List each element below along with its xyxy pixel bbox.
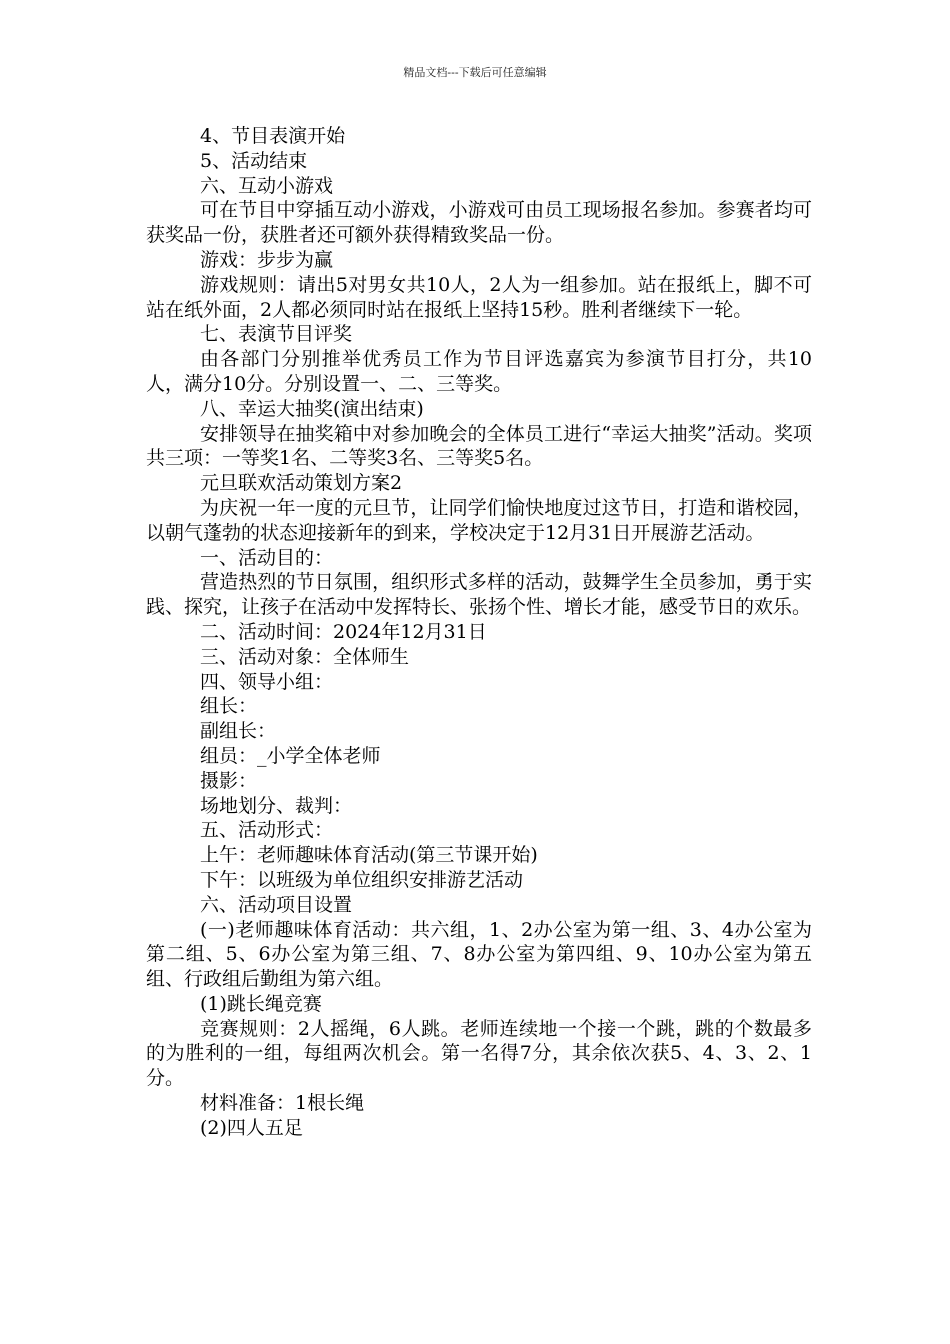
paragraph: (1)跳长绳竞赛 [200, 992, 322, 1015]
paragraph: (2)四人五足 [200, 1116, 303, 1139]
paragraph: 六、活动项目设置 [200, 893, 353, 916]
paragraph: 元旦联欢活动策划方案2 [200, 472, 403, 495]
paragraph: 营造热烈的节日氛围，组织形式多样的活动，鼓舞学生全员参加，勇于实践、探究，让孩子在活动中发挥特长、张扬个性、增长才能，感受节日的欢乐。 [146, 571, 812, 619]
paragraph: 可在节目中穿插互动小游戏，小游戏可由员工现场报名参加。参赛者均可获奖品一份，获胜者还可额外获得精致奖品一份。 [146, 199, 812, 247]
paragraph: 5、活动结束 [200, 149, 308, 172]
paragraph: 由各部门分别推举优秀员工作为节目评选嘉宾为参演节目打分，共10人，满分10分。分别设置一、二、三等奖。 [146, 348, 812, 395]
paragraph: 二、活动时间：2024年12月31日 [200, 620, 487, 643]
paragraph: 4、节目表演开始 [200, 125, 346, 147]
paragraph: 组员：_小学全体老师 [200, 744, 381, 767]
paragraph: 五、活动形式： [200, 819, 334, 842]
paragraph: 游戏规则：请出5对男女共10人，2人为一组参加。站在报纸上，脚不可站在纸外面，2人都必须同时站在报纸上坚持15秒。胜利者继续下一轮。 [146, 273, 812, 321]
paragraph: 三、活动对象：全体师生 [200, 645, 410, 668]
page-header: 精品文档---下载后可任意编辑 [403, 66, 547, 79]
paragraph: 竞赛规则：2人摇绳，6人跳。老师连续地一个接一个跳，跳的个数最多的为胜利的一组，每组两次机会。第一名得7分，其余依次获5、4、3、2、1分。 [146, 1017, 812, 1090]
paragraph: 上午：老师趣味体育活动(第三节课开始) [200, 844, 538, 867]
paragraph: 安排领导在抽奖箱中对参加晚会的全体员工进行“幸运大抽奖”活动。奖项共三项：一等奖1名、二等奖3名、三等奖5名。 [146, 422, 812, 470]
paragraph: 游戏：步步为赢 [200, 248, 334, 271]
paragraph: 八、幸运大抽奖(演出结束) [200, 397, 424, 420]
paragraph: 一、活动目的： [200, 546, 334, 569]
paragraph: 副组长： [200, 720, 277, 743]
paragraph: 为庆祝一年一度的元旦节，让同学们愉快地度过这节日，打造和谐校园，以朝气蓬勃的状态迎接新年的到来，学校决定于12月31日开展游艺活动。 [146, 496, 812, 544]
paragraph: 场地划分、裁判： [200, 794, 353, 817]
paragraph: (一)老师趣味体育活动：共六组，1、2办公室为第一组、3、4办公室为第二组、5、6办公室为第三组、7、8办公室为第四组、9、10办公室为第五组、行政组后勤组为第六组。 [146, 918, 812, 991]
paragraph: 七、表演节目评奖 [200, 323, 353, 346]
paragraph: 四、领导小组： [200, 670, 334, 693]
paragraph: 材料准备：1根长绳 [200, 1092, 365, 1115]
paragraph: 组长： [200, 695, 258, 718]
paragraph: 六、互动小游戏 [200, 174, 334, 197]
paragraph: 下午：以班级为单位组织安排游艺活动 [200, 868, 524, 891]
paragraph: 摄影： [200, 769, 258, 792]
document-body [146, 124, 812, 1141]
